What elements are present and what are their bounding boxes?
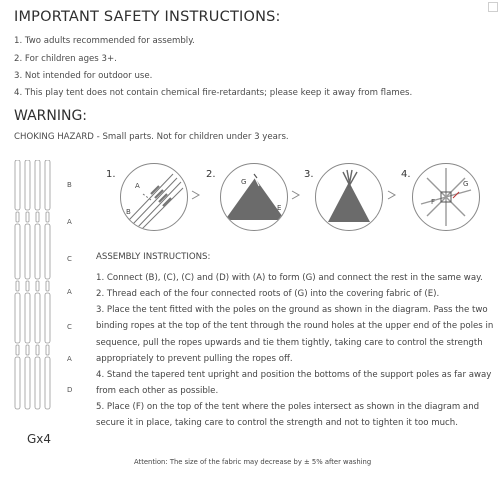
label-f: F [431,198,436,206]
label-g: G [463,180,469,188]
step-number: 3. [304,169,314,180]
parts-count: Gx4 [27,432,52,446]
pole-label: A [67,288,72,296]
step-number: 1. [106,169,116,180]
arrow-icon [291,190,301,200]
warning-text: CHOKING HAZARD - Small parts. Not for children under 3 years. [14,132,289,142]
arrow-icon [387,190,397,200]
safety-line: 1. Two adults recommended for assembly. [14,36,195,46]
attention-note: Attention: The size of the fabric may decrease by ± 5% after washing [134,458,372,466]
step-number: 2. [206,169,216,180]
warning-title: WARNING: [14,108,88,124]
assembly-title: ASSEMBLY INSTRUCTIONS: [96,252,211,262]
step-1-diagram [120,163,188,231]
pole-label: A [67,218,72,226]
poles-illustration [14,160,54,410]
assembly-step: 4. Stand the tapered tent upright and position the bottoms of the support poles as far away from each other as possible. [96,370,492,397]
label-g: G [241,178,247,186]
assembly-step: 1. Connect (B), (C), (C) and (D) with (A) to form (G) and connect the rest in the same way. [96,273,483,283]
safety-line: 4. This play tent does not contain chemical fire-retardants; please keep it away from flames. [14,88,413,98]
safety-line: 3. Not intended for outdoor use. [14,71,153,81]
label-a: A [135,182,140,190]
safety-line: 2. For children ages 3+. [14,54,117,64]
arrow-icon [191,190,201,200]
page-title: IMPORTANT SAFETY INSTRUCTIONS: [14,9,281,25]
label-b: B [126,208,131,216]
step-4-diagram [412,163,480,231]
assembly-step: 2. Thread each of the four connected roots of (G) into the covering fabric of (E). [96,289,440,299]
pole-label: D [67,386,73,394]
pole-label: C [67,323,72,331]
step-number: 4. [401,169,411,180]
pole-label: C [67,255,72,263]
corner-mark [488,2,498,12]
pole-label: B [67,181,72,189]
assembly-step: 5. Place (F) on the top of the tent where the poles intersect as shown in the diagram and secure it in place, taking care to control the strength and not to tighten it too much. [96,402,480,429]
pole-label: A [67,355,72,363]
step-3-diagram [315,163,383,231]
assembly-step: 3. Place the tent fitted with the poles on the ground as shown in the diagram. Pass the two binding ropes at the top of the tent through the round holes at the upper end of the poles in sequence, pull the ropes upwards and tie them tightly, taking care to control the strength appropriately to prevent pulling the ropes off. [96,305,494,364]
step-2-diagram [220,163,288,231]
label-e: E [277,204,282,212]
